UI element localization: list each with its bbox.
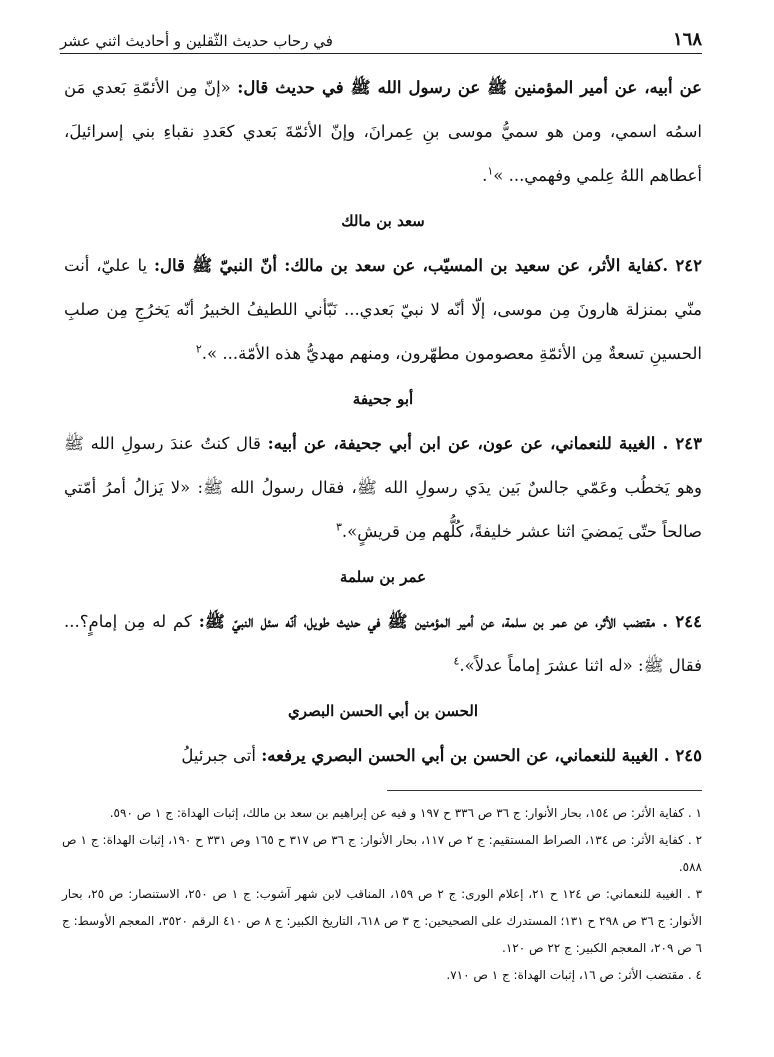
paragraph-lead: ٢٤٢ .كفاية الأثر، عن سعيد بن المسيّب، عن سعد بن مالك: أنّ النبيّ ﷺ قال:: [153, 256, 702, 275]
paragraph-tail: .: [482, 166, 488, 185]
paragraph-lead: ٢٤٣ . الغيبة للنعماني، عن عون، عن ابن أبي جحيفة، عن أبيه:: [267, 434, 702, 453]
footnote-ref[interactable]: ١: [487, 164, 494, 178]
footnote-ref[interactable]: ٤: [453, 654, 460, 668]
running-header: [60, 22, 702, 54]
paragraph-lead: ٢٤٤ . مقتضب الأثر، عن عمر بن سلمة، عن أمير المؤمنين ﷺ في حديث طويل، أنّه سئل النبيّ ﷺ:: [198, 612, 702, 631]
main-text: [64, 66, 702, 778]
footnote-item: ٢ . كفاية الأثر: ص ١٣٤، الصراط المستقيم: ج ٢ ص ١١٧، بحار الأنوار: ج ٣٦ ص ٣١٧ ح ١٦٥ وص ٣٣١ ح ١٩٠، إثبات الهداة: ج ١ ص ٥٨٨.: [62, 833, 703, 874]
paragraph-text: أتى جبرئيلُ: [181, 746, 262, 765]
hadith-paragraph: [64, 422, 702, 554]
paragraph-lead: عن أبيه، عن أمير المؤمنين ﷺ عن رسول الله ﷺ في حديث قال:: [237, 78, 702, 97]
hadith-paragraph: [64, 734, 702, 778]
footnotes: [62, 800, 702, 989]
paragraph-text: قال كنتُ عندَ رسولِ الله ﷺ وهو يَخطُب وعَمّي جالسٌ بَين يدَي رسولِ الله ﷺ، فقال رسولُ الله ﷺ: «لا يَزالُ أمرُ أمّتي صالحاً حتّى يَمضيَ اثنا عشر خليفةً، كُلُّهم مِن قريشٍ».: [64, 434, 702, 541]
continuation-paragraph: [64, 66, 702, 198]
footnote-ref[interactable]: ٣: [335, 520, 342, 534]
page-number: ١٦٨: [672, 29, 702, 50]
footnote-item: ٤ . مقتضب الأثر: ص ١٦، إثبات الهداة: ج ١ ص ٧١٠.: [446, 968, 702, 982]
paragraph-text: «إنّ مِن الأئمّةِ بَعدي مَن اسمُه اسمي، ومن هو سميُّ موسى بنِ عِمرانَ، وإنّ الأئمّةَ بَعدي كعَددِ نقباءِ بني إسرائيلَ، أعطاهم اللهُ عِلمي وفهمي... »: [64, 78, 702, 185]
footnote-ref[interactable]: ٢: [195, 342, 202, 356]
section-title: أبو جحيفة: [352, 390, 414, 408]
paragraph-text: يا عليّ، أنت منّي بمنزلة هارونَ مِن موسى، إلّا أنّه لا نبيّ بَعدي... نَبّأني اللطيفُ الخبيرُ أنّه يَخرُجِ مِن صلبِ الحسينِ تسعةٌ مِن الأئمّةِ معصومون مطهّرون، ومنهم مهديُّ هذه الأمّة... ».: [64, 256, 702, 363]
footnote-item: ١ . كفاية الأثر: ص ١٥٤، بحار الأنوار: ج ٣٦ ص ٣٣٦ ح ١٩٧ و فيه عن إبراهيم بن سعد بن مالك، إثبات الهداة: ج ١ ص ٥٩٠.: [109, 806, 702, 820]
paragraph-lead: ٢٤٥ . الغيبة للنعماني، عن الحسن بن أبي الحسن البصري يرفعه:: [261, 746, 702, 765]
hadith-paragraph: [64, 600, 702, 688]
running-title: في رحاب حديث الثّقلين و أحاديث اثني عشر: [60, 32, 333, 50]
section-title: الحسن بن أبي الحسن البصري: [287, 702, 479, 720]
section-title: عمر بن سلمة: [339, 568, 427, 586]
hadith-paragraph: [64, 244, 702, 376]
paragraph-text: كم له مِن إمامٍ؟... فقال ﷺ: «له اثنا عشرَ إماماً عدلاً».: [64, 612, 702, 675]
section-title: سعد بن مالك: [341, 212, 425, 230]
footnote-divider: [387, 790, 702, 791]
footnote-item: ٣ . الغيبة للنعماني: ص ١٢٤ ح ٢١، إعلام الورى: ج ٢ ص ١٥٩، المناقب لابن شهر آشوب: ج ١ ص ٢٥٠، الاستنصار: ص ٢٥، بحار الأنوار: ج ٣٦ ص ٢٩٨ ح ١٣١؛ المستدرك على الصحيحين: ج ٣ ص ٦١٨، التاريخ الكبير: ج ٨ ص ٤١٠ الرقم ٣٥٢٠، المعجم الأوسط: ج ٦ ص ٢٠٩، المعجم الكبير: ج ٢٢ ص ١٢٠.: [62, 887, 703, 955]
